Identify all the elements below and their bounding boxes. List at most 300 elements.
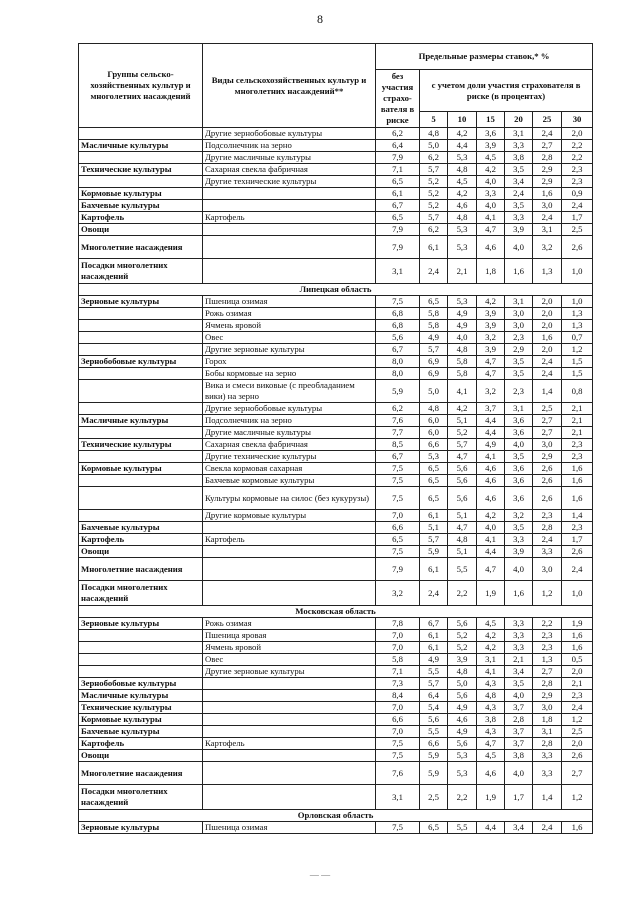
rate-with-share-cell: 4,2 bbox=[448, 403, 477, 415]
group-cell: Посадки многолетних насаждений bbox=[79, 259, 203, 284]
rate-with-share-cell: 5,3 bbox=[448, 152, 477, 164]
table-row bbox=[79, 546, 593, 558]
table-row bbox=[79, 415, 593, 427]
rate-with-share-cell: 1,4 bbox=[533, 380, 562, 403]
rate-with-share-cell: 2,5 bbox=[562, 726, 593, 738]
rate-with-share-cell: 5,5 bbox=[420, 666, 448, 678]
crop-cell bbox=[203, 785, 376, 810]
rate-with-share-cell: 2,4 bbox=[562, 200, 593, 212]
rate-with-share-cell: 3,2 bbox=[477, 380, 505, 403]
group-cell bbox=[79, 403, 203, 415]
rate-with-share-cell: 4,2 bbox=[477, 510, 505, 522]
table-row bbox=[79, 164, 593, 176]
rate-with-share-cell: 6,6 bbox=[420, 439, 448, 451]
rate-with-share-cell: 5,6 bbox=[448, 738, 477, 750]
rate-with-share-cell: 4,4 bbox=[477, 415, 505, 427]
rate-with-share-cell: 1,6 bbox=[562, 487, 593, 510]
footer-mark: — — bbox=[309, 870, 331, 880]
table-row bbox=[79, 140, 593, 152]
crop-cell bbox=[203, 236, 376, 259]
crop-cell bbox=[203, 259, 376, 284]
rate-no-share-cell: 8,4 bbox=[376, 690, 420, 702]
rate-with-share-cell: 3,9 bbox=[477, 308, 505, 320]
rate-with-share-cell: 1,6 bbox=[533, 332, 562, 344]
rate-with-share-cell: 5,6 bbox=[448, 475, 477, 487]
rate-with-share-cell: 4,2 bbox=[477, 296, 505, 308]
rate-with-share-cell: 1,9 bbox=[562, 618, 593, 630]
rate-with-share-cell: 5,3 bbox=[448, 750, 477, 762]
rate-with-share-cell: 2,4 bbox=[533, 356, 562, 368]
crop-cell bbox=[203, 714, 376, 726]
table-header bbox=[79, 44, 593, 128]
rate-with-share-cell: 4,8 bbox=[448, 534, 477, 546]
rate-with-share-cell: 2,1 bbox=[505, 654, 533, 666]
rate-with-share-cell: 2,9 bbox=[533, 690, 562, 702]
crop-cell bbox=[203, 200, 376, 212]
group-cell bbox=[79, 510, 203, 522]
crop-cell: Пшеница озимая bbox=[203, 822, 376, 834]
group-cell: Картофель bbox=[79, 212, 203, 224]
rate-with-share-cell: 4,5 bbox=[477, 618, 505, 630]
rate-with-share-cell: 1,6 bbox=[533, 188, 562, 200]
rate-with-share-cell: 1,4 bbox=[533, 785, 562, 810]
rate-with-share-cell: 5,4 bbox=[420, 702, 448, 714]
group-cell: Картофель bbox=[79, 738, 203, 750]
rate-with-share-cell: 5,3 bbox=[448, 762, 477, 785]
rate-with-share-cell: 2,1 bbox=[562, 427, 593, 439]
rate-with-share-cell: 2,4 bbox=[505, 188, 533, 200]
rate-no-share-cell: 6,7 bbox=[376, 200, 420, 212]
rate-with-share-cell: 4,0 bbox=[505, 439, 533, 451]
table-row bbox=[79, 618, 593, 630]
rate-with-share-cell: 4,4 bbox=[477, 822, 505, 834]
rate-with-share-cell: 3,2 bbox=[477, 332, 505, 344]
rate-no-share-cell: 5,8 bbox=[376, 654, 420, 666]
crop-cell: Свекла кормовая сахарная bbox=[203, 463, 376, 475]
rate-with-share-cell: 4,7 bbox=[448, 522, 477, 534]
rate-with-share-cell: 2,4 bbox=[420, 259, 448, 284]
rate-with-share-cell: 2,7 bbox=[533, 427, 562, 439]
region-row bbox=[79, 284, 593, 296]
rate-with-share-cell: 3,6 bbox=[505, 427, 533, 439]
rate-with-share-cell: 4,8 bbox=[420, 128, 448, 140]
rate-with-share-cell: 4,8 bbox=[448, 344, 477, 356]
table-row bbox=[79, 224, 593, 236]
crop-cell: Другие масличные культуры bbox=[203, 427, 376, 439]
column-header-no-share: без участия страхо-вателя в риске bbox=[376, 70, 420, 128]
rate-with-share-cell: 4,6 bbox=[477, 463, 505, 475]
rate-no-share-cell: 6,5 bbox=[376, 212, 420, 224]
column-header-percent: 15 bbox=[477, 112, 505, 128]
region-row bbox=[79, 606, 593, 618]
rate-with-share-cell: 6,9 bbox=[420, 356, 448, 368]
rate-with-share-cell: 5,8 bbox=[420, 320, 448, 332]
table-row bbox=[79, 152, 593, 164]
group-cell bbox=[79, 475, 203, 487]
table-body bbox=[79, 128, 593, 834]
rate-with-share-cell: 6,2 bbox=[420, 224, 448, 236]
rate-with-share-cell: 0,5 bbox=[562, 654, 593, 666]
group-cell: Зернобобовые культуры bbox=[79, 356, 203, 368]
crop-cell bbox=[203, 558, 376, 581]
rate-no-share-cell: 7,6 bbox=[376, 415, 420, 427]
rate-with-share-cell: 4,7 bbox=[477, 558, 505, 581]
rate-with-share-cell: 2,5 bbox=[562, 224, 593, 236]
column-header-percent: 20 bbox=[505, 112, 533, 128]
rate-with-share-cell: 2,3 bbox=[562, 451, 593, 463]
rate-with-share-cell: 1,2 bbox=[562, 785, 593, 810]
column-header-percent: 30 bbox=[562, 112, 593, 128]
rate-with-share-cell: 4,9 bbox=[448, 726, 477, 738]
rate-with-share-cell: 1,6 bbox=[562, 463, 593, 475]
column-header-percent: 10 bbox=[448, 112, 477, 128]
rate-no-share-cell: 5,9 bbox=[376, 380, 420, 403]
crop-cell bbox=[203, 702, 376, 714]
crop-cell: Картофель bbox=[203, 738, 376, 750]
rate-with-share-cell: 1,6 bbox=[505, 581, 533, 606]
rate-with-share-cell: 5,0 bbox=[420, 140, 448, 152]
group-cell: Многолетние насаждения bbox=[79, 236, 203, 259]
group-cell bbox=[79, 654, 203, 666]
group-cell bbox=[79, 176, 203, 188]
group-cell: Бахчевые культуры bbox=[79, 726, 203, 738]
rate-with-share-cell: 3,3 bbox=[533, 750, 562, 762]
rate-with-share-cell: 4,6 bbox=[477, 487, 505, 510]
rate-with-share-cell: 6,1 bbox=[420, 630, 448, 642]
rate-with-share-cell: 4,2 bbox=[448, 188, 477, 200]
rate-with-share-cell: 3,0 bbox=[533, 439, 562, 451]
group-cell bbox=[79, 487, 203, 510]
group-cell: Овощи bbox=[79, 224, 203, 236]
region-title: Московская область bbox=[79, 606, 593, 618]
table-row bbox=[79, 176, 593, 188]
rate-with-share-cell: 2,1 bbox=[562, 678, 593, 690]
rate-with-share-cell: 2,6 bbox=[533, 487, 562, 510]
table-row bbox=[79, 702, 593, 714]
table-row bbox=[79, 427, 593, 439]
crop-cell: Пшеница озимая bbox=[203, 296, 376, 308]
crop-cell: Другие зерновые культуры bbox=[203, 344, 376, 356]
rate-no-share-cell: 5,6 bbox=[376, 332, 420, 344]
rate-no-share-cell: 3,1 bbox=[376, 785, 420, 810]
crop-cell: Другие кормовые культуры bbox=[203, 510, 376, 522]
rate-with-share-cell: 2,8 bbox=[533, 738, 562, 750]
crop-cell bbox=[203, 690, 376, 702]
rate-with-share-cell: 4,5 bbox=[448, 176, 477, 188]
table-row bbox=[79, 344, 593, 356]
rate-with-share-cell: 4,2 bbox=[448, 128, 477, 140]
column-header-percent: 25 bbox=[533, 112, 562, 128]
rate-with-share-cell: 5,7 bbox=[420, 678, 448, 690]
rate-with-share-cell: 1,6 bbox=[562, 822, 593, 834]
rate-no-share-cell: 7,1 bbox=[376, 666, 420, 678]
rate-with-share-cell: 1,6 bbox=[562, 642, 593, 654]
rate-no-share-cell: 6,1 bbox=[376, 188, 420, 200]
rate-with-share-cell: 2,1 bbox=[562, 415, 593, 427]
column-header-percent: 5 bbox=[420, 112, 448, 128]
rate-with-share-cell: 4,9 bbox=[448, 702, 477, 714]
rate-with-share-cell: 0,7 bbox=[562, 332, 593, 344]
rate-with-share-cell: 0,8 bbox=[562, 380, 593, 403]
crop-cell bbox=[203, 726, 376, 738]
rate-no-share-cell: 7,1 bbox=[376, 164, 420, 176]
rate-with-share-cell: 4,0 bbox=[477, 176, 505, 188]
group-cell bbox=[79, 427, 203, 439]
page-number: 8 bbox=[317, 12, 323, 26]
rate-no-share-cell: 7,9 bbox=[376, 224, 420, 236]
rate-no-share-cell: 6,5 bbox=[376, 534, 420, 546]
rate-with-share-cell: 6,5 bbox=[420, 822, 448, 834]
rate-with-share-cell: 3,4 bbox=[505, 666, 533, 678]
table-row bbox=[79, 522, 593, 534]
table-row bbox=[79, 308, 593, 320]
crop-cell: Бобы кормовые на зерно bbox=[203, 368, 376, 380]
rate-with-share-cell: 4,9 bbox=[477, 439, 505, 451]
rate-with-share-cell: 3,3 bbox=[505, 642, 533, 654]
rate-with-share-cell: 2,7 bbox=[562, 762, 593, 785]
table-row bbox=[79, 750, 593, 762]
group-cell bbox=[79, 380, 203, 403]
rate-with-share-cell: 4,6 bbox=[477, 236, 505, 259]
table-row bbox=[79, 296, 593, 308]
group-cell: Овощи bbox=[79, 750, 203, 762]
crop-cell: Подсолнечник на зерно bbox=[203, 140, 376, 152]
rate-with-share-cell: 2,8 bbox=[505, 714, 533, 726]
rate-with-share-cell: 5,7 bbox=[420, 164, 448, 176]
table-row bbox=[79, 332, 593, 344]
table-row bbox=[79, 738, 593, 750]
rate-with-share-cell: 2,0 bbox=[562, 738, 593, 750]
rate-with-share-cell: 2,4 bbox=[533, 822, 562, 834]
rate-no-share-cell: 6,8 bbox=[376, 320, 420, 332]
rate-with-share-cell: 6,1 bbox=[420, 558, 448, 581]
group-cell bbox=[79, 128, 203, 140]
rate-with-share-cell: 2,3 bbox=[562, 439, 593, 451]
rate-with-share-cell: 2,2 bbox=[562, 140, 593, 152]
rate-with-share-cell: 2,6 bbox=[533, 475, 562, 487]
rate-with-share-cell: 4,7 bbox=[448, 451, 477, 463]
crop-cell: Другие масличные культуры bbox=[203, 152, 376, 164]
rate-with-share-cell: 4,0 bbox=[505, 558, 533, 581]
rate-with-share-cell: 2,4 bbox=[533, 534, 562, 546]
rate-with-share-cell: 3,3 bbox=[505, 630, 533, 642]
group-cell: Многолетние насаждения bbox=[79, 558, 203, 581]
crop-cell: Другие технические культуры bbox=[203, 176, 376, 188]
rate-with-share-cell: 5,6 bbox=[448, 618, 477, 630]
rate-with-share-cell: 3,7 bbox=[505, 702, 533, 714]
rate-no-share-cell: 7,0 bbox=[376, 642, 420, 654]
rate-with-share-cell: 5,1 bbox=[420, 522, 448, 534]
rate-with-share-cell: 5,6 bbox=[420, 714, 448, 726]
table-row bbox=[79, 642, 593, 654]
rate-with-share-cell: 1,2 bbox=[533, 581, 562, 606]
crop-cell: Картофель bbox=[203, 212, 376, 224]
rate-with-share-cell: 1,7 bbox=[505, 785, 533, 810]
rate-with-share-cell: 6,0 bbox=[420, 415, 448, 427]
crop-cell bbox=[203, 678, 376, 690]
crop-cell bbox=[203, 224, 376, 236]
rate-with-share-cell: 6,1 bbox=[420, 510, 448, 522]
group-cell: Бахчевые культуры bbox=[79, 522, 203, 534]
rate-with-share-cell: 3,2 bbox=[505, 510, 533, 522]
rate-with-share-cell: 3,9 bbox=[477, 320, 505, 332]
rate-with-share-cell: 0,9 bbox=[562, 188, 593, 200]
rate-with-share-cell: 4,1 bbox=[477, 534, 505, 546]
group-cell: Масличные культуры bbox=[79, 415, 203, 427]
crop-cell: Другие зерновые культуры bbox=[203, 666, 376, 678]
table-row bbox=[79, 236, 593, 259]
rate-with-share-cell: 6,1 bbox=[420, 642, 448, 654]
rate-with-share-cell: 4,4 bbox=[448, 140, 477, 152]
rate-with-share-cell: 1,7 bbox=[562, 212, 593, 224]
rate-with-share-cell: 3,3 bbox=[505, 534, 533, 546]
rate-with-share-cell: 3,6 bbox=[505, 463, 533, 475]
rate-with-share-cell: 5,6 bbox=[448, 690, 477, 702]
rate-with-share-cell: 2,3 bbox=[533, 510, 562, 522]
group-cell: Зерновые культуры bbox=[79, 618, 203, 630]
rate-with-share-cell: 5,3 bbox=[420, 451, 448, 463]
group-cell: Кормовые культуры bbox=[79, 714, 203, 726]
rate-with-share-cell: 1,8 bbox=[533, 714, 562, 726]
crop-cell bbox=[203, 750, 376, 762]
rate-with-share-cell: 5,9 bbox=[420, 750, 448, 762]
rate-no-share-cell: 6,2 bbox=[376, 128, 420, 140]
rate-with-share-cell: 3,6 bbox=[477, 128, 505, 140]
group-cell: Масличные культуры bbox=[79, 140, 203, 152]
rate-with-share-cell: 2,3 bbox=[505, 332, 533, 344]
rate-with-share-cell: 3,6 bbox=[505, 415, 533, 427]
rate-with-share-cell: 3,5 bbox=[505, 368, 533, 380]
rate-with-share-cell: 4,6 bbox=[448, 714, 477, 726]
rate-with-share-cell: 1,3 bbox=[533, 654, 562, 666]
table-row bbox=[79, 630, 593, 642]
table-row bbox=[79, 439, 593, 451]
group-cell: Кормовые культуры bbox=[79, 188, 203, 200]
rate-with-share-cell: 3,0 bbox=[505, 320, 533, 332]
rate-with-share-cell: 5,9 bbox=[420, 762, 448, 785]
rate-with-share-cell: 1,7 bbox=[562, 534, 593, 546]
rate-with-share-cell: 5,1 bbox=[448, 510, 477, 522]
group-cell bbox=[79, 332, 203, 344]
rate-no-share-cell: 6,7 bbox=[376, 344, 420, 356]
rate-with-share-cell: 5,2 bbox=[448, 642, 477, 654]
rate-with-share-cell: 2,2 bbox=[562, 152, 593, 164]
crop-cell: Картофель bbox=[203, 534, 376, 546]
rate-with-share-cell: 2,2 bbox=[448, 581, 477, 606]
rate-with-share-cell: 2,4 bbox=[562, 558, 593, 581]
rate-no-share-cell: 7,5 bbox=[376, 296, 420, 308]
rate-with-share-cell: 3,3 bbox=[505, 212, 533, 224]
rate-with-share-cell: 2,1 bbox=[562, 403, 593, 415]
region-row bbox=[79, 810, 593, 822]
rate-with-share-cell: 4,9 bbox=[420, 332, 448, 344]
table-row bbox=[79, 320, 593, 332]
rate-with-share-cell: 4,2 bbox=[477, 630, 505, 642]
rate-with-share-cell: 4,7 bbox=[477, 368, 505, 380]
rate-with-share-cell: 5,6 bbox=[448, 463, 477, 475]
table-row bbox=[79, 822, 593, 834]
rate-with-share-cell: 3,5 bbox=[505, 200, 533, 212]
group-cell: Посадки многолетних насаждений bbox=[79, 785, 203, 810]
crop-cell bbox=[203, 581, 376, 606]
rate-no-share-cell: 7,7 bbox=[376, 427, 420, 439]
rate-with-share-cell: 1,8 bbox=[477, 259, 505, 284]
crop-cell: Вика и смеси виковые (с преобладанием вики) на зерно bbox=[203, 380, 376, 403]
rate-with-share-cell: 4,8 bbox=[448, 666, 477, 678]
crop-cell: Ячмень яровой bbox=[203, 642, 376, 654]
rate-with-share-cell: 2,6 bbox=[533, 463, 562, 475]
rate-with-share-cell: 4,7 bbox=[477, 356, 505, 368]
rate-with-share-cell: 2,4 bbox=[533, 368, 562, 380]
rate-with-share-cell: 2,6 bbox=[562, 750, 593, 762]
rate-no-share-cell: 8,5 bbox=[376, 439, 420, 451]
rate-with-share-cell: 4,4 bbox=[477, 546, 505, 558]
rate-with-share-cell: 2,8 bbox=[533, 152, 562, 164]
rate-with-share-cell: 6,6 bbox=[420, 738, 448, 750]
rate-with-share-cell: 2,4 bbox=[533, 128, 562, 140]
rate-with-share-cell: 2,3 bbox=[562, 176, 593, 188]
table-row bbox=[79, 690, 593, 702]
rate-with-share-cell: 4,0 bbox=[448, 332, 477, 344]
rate-with-share-cell: 3,3 bbox=[533, 762, 562, 785]
rate-with-share-cell: 2,9 bbox=[533, 176, 562, 188]
rate-with-share-cell: 3,3 bbox=[505, 140, 533, 152]
table-row bbox=[79, 212, 593, 224]
crop-cell: Овес bbox=[203, 654, 376, 666]
rate-with-share-cell: 2,5 bbox=[420, 785, 448, 810]
group-cell bbox=[79, 152, 203, 164]
table-row bbox=[79, 785, 593, 810]
crop-cell: Другие технические культуры bbox=[203, 451, 376, 463]
rate-with-share-cell: 3,1 bbox=[505, 128, 533, 140]
crop-cell: Ячмень яровой bbox=[203, 320, 376, 332]
rate-with-share-cell: 5,7 bbox=[448, 439, 477, 451]
rate-with-share-cell: 1,9 bbox=[477, 581, 505, 606]
group-cell: Технические культуры bbox=[79, 702, 203, 714]
rate-with-share-cell: 2,8 bbox=[533, 678, 562, 690]
group-cell: Масличные культуры bbox=[79, 690, 203, 702]
rate-no-share-cell: 7,0 bbox=[376, 510, 420, 522]
rate-with-share-cell: 3,0 bbox=[533, 558, 562, 581]
rate-with-share-cell: 4,0 bbox=[505, 762, 533, 785]
rate-no-share-cell: 6,8 bbox=[376, 308, 420, 320]
rate-with-share-cell: 3,9 bbox=[477, 140, 505, 152]
table-row bbox=[79, 581, 593, 606]
table-row bbox=[79, 188, 593, 200]
rate-with-share-cell: 4,1 bbox=[477, 666, 505, 678]
rate-with-share-cell: 3,8 bbox=[477, 714, 505, 726]
rate-with-share-cell: 4,2 bbox=[477, 164, 505, 176]
rate-with-share-cell: 3,1 bbox=[477, 654, 505, 666]
rate-with-share-cell: 4,6 bbox=[448, 200, 477, 212]
rate-with-share-cell: 4,6 bbox=[477, 762, 505, 785]
rate-with-share-cell: 5,8 bbox=[448, 368, 477, 380]
rate-no-share-cell: 6,2 bbox=[376, 403, 420, 415]
rate-with-share-cell: 2,9 bbox=[533, 451, 562, 463]
rate-no-share-cell: 7,9 bbox=[376, 152, 420, 164]
rate-with-share-cell: 3,5 bbox=[505, 451, 533, 463]
rate-with-share-cell: 5,2 bbox=[420, 200, 448, 212]
rate-with-share-cell: 5,3 bbox=[448, 296, 477, 308]
column-header-rates: Предельные размеры ставок,* % bbox=[376, 44, 593, 70]
region-title: Орловская область bbox=[79, 810, 593, 822]
rate-with-share-cell: 3,3 bbox=[505, 618, 533, 630]
rate-with-share-cell: 2,9 bbox=[533, 164, 562, 176]
group-cell: Технические культуры bbox=[79, 164, 203, 176]
rate-no-share-cell: 6,6 bbox=[376, 522, 420, 534]
rate-with-share-cell: 4,0 bbox=[477, 522, 505, 534]
rate-no-share-cell: 7,8 bbox=[376, 618, 420, 630]
